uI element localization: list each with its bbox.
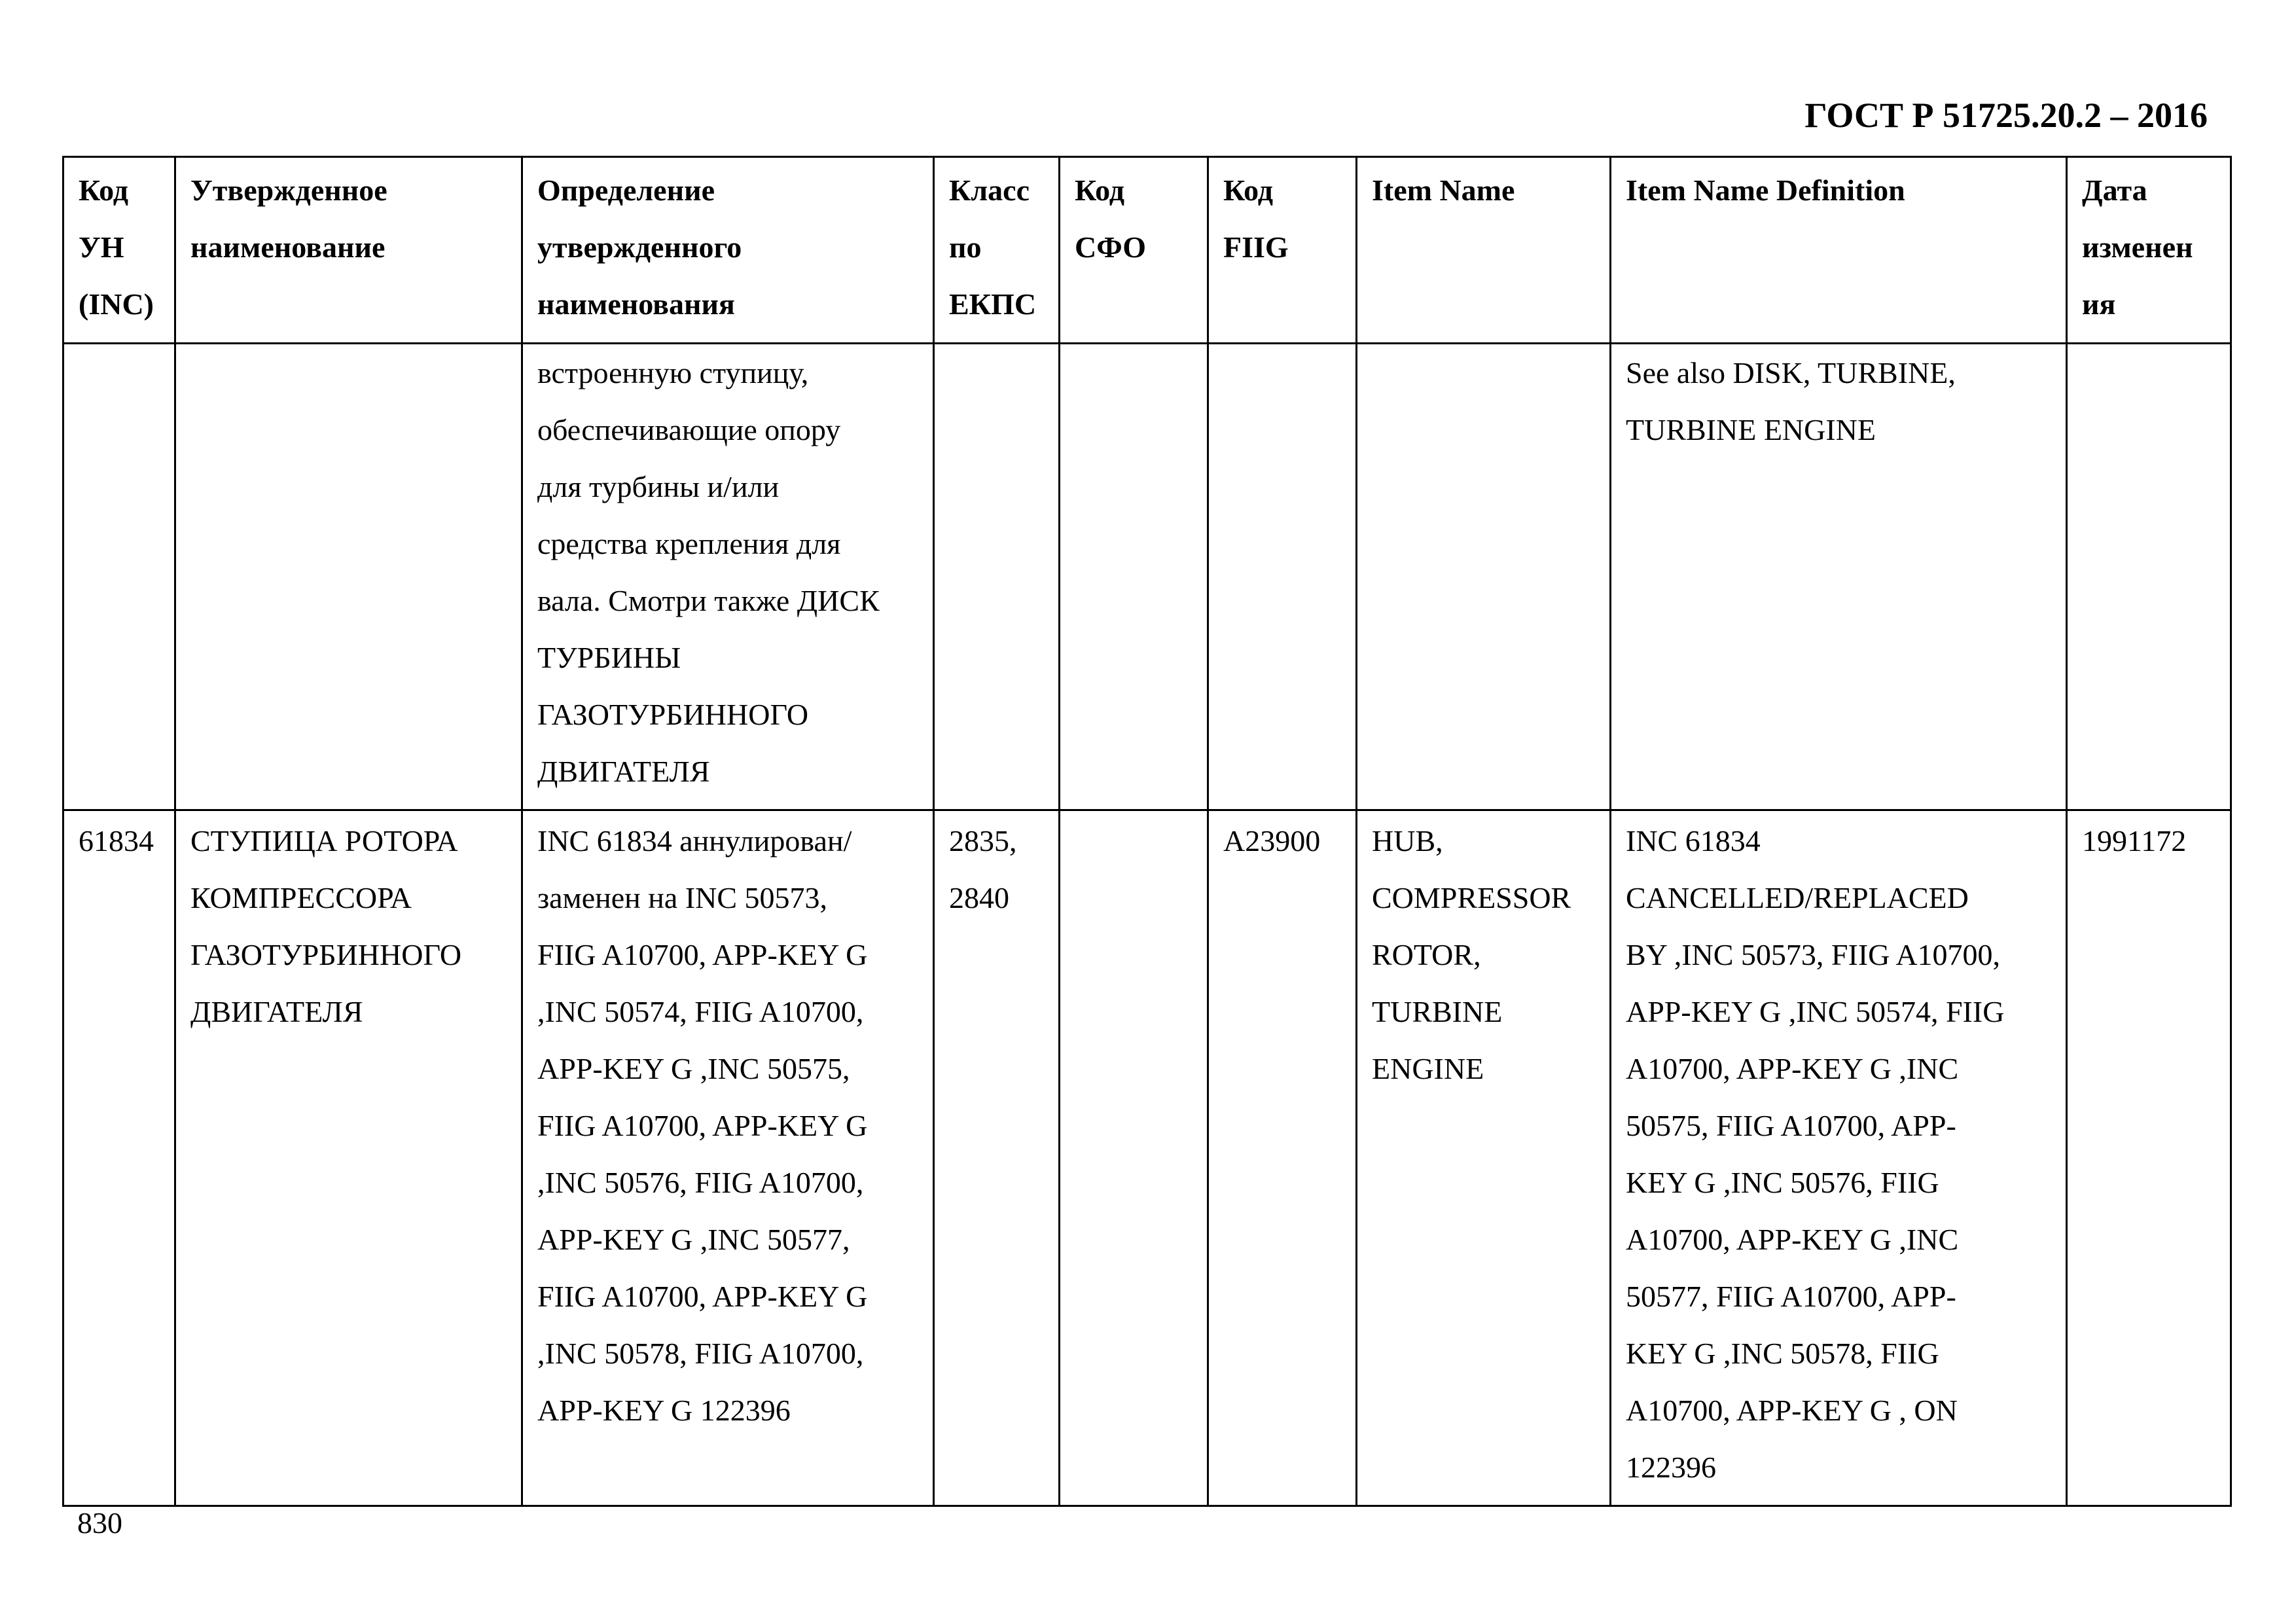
- header-sfo: Код СФО: [1060, 157, 1208, 344]
- table-header: [63, 157, 2231, 344]
- cell-sfo: [1060, 344, 1208, 810]
- cell-class: [934, 344, 1060, 810]
- cell-approved-name: [175, 344, 522, 810]
- header-row: [63, 157, 2231, 344]
- cell-date: 1991172: [2067, 810, 2231, 1506]
- page-number: 830: [77, 1506, 122, 1540]
- cell-item-name-definition: See also DISK, TURBINE, TURBINE ENGINE: [1611, 344, 2067, 810]
- document-standard-title: ГОСТ Р 51725.20.2 – 2016: [1804, 96, 2208, 135]
- cell-definition: встроенную ступицу, обеспечивающие опору для турбины и/или средства крепления для вала. Смотри также ДИСК ТУРБИНЫ ГАЗОТУРБИННОГО ДВИГАТЕЛЯ: [522, 344, 934, 810]
- nomenclature-table: [62, 156, 2232, 1507]
- cell-date: [2067, 344, 2231, 810]
- header-item-name-definition: Item Name Definition: [1611, 157, 2067, 344]
- cell-item-name: HUB, COMPRESSOR ROTOR, TURBINE ENGINE: [1357, 810, 1611, 1506]
- header-fiig: Код FIIG: [1208, 157, 1357, 344]
- header-class: Класс по ЕКПС: [934, 157, 1060, 344]
- header-approved-name: Утвержденное наименование: [175, 157, 522, 344]
- header-date: Дата изменен ия: [2067, 157, 2231, 344]
- header-inc: Код УН (INC): [63, 157, 175, 344]
- cell-fiig: [1208, 344, 1357, 810]
- cell-inc: 61834: [63, 810, 175, 1506]
- cell-inc: [63, 344, 175, 810]
- table-body: [63, 344, 2231, 1506]
- cell-approved-name: СТУПИЦА РОТОРА КОМПРЕССОРА ГАЗОТУРБИННОГО ДВИГАТЕЛЯ: [175, 810, 522, 1506]
- cell-definition: INC 61834 аннулирован/ заменен на INC 50573, FIIG A10700, APP-KEY G ,INC 50574, FIIG A10700, APP-KEY G ,INC 50575, FIIG A10700, APP-KEY G ,INC 50576, FIIG A10700, APP-KEY G ,INC 50577, FIIG A10700, APP-KEY G ,INC 50578, FIIG A10700, APP-KEY G 122396: [522, 810, 934, 1506]
- cell-item-name: [1357, 344, 1611, 810]
- table-row: [63, 344, 2231, 810]
- header-item-name: Item Name: [1357, 157, 1611, 344]
- cell-fiig: A23900: [1208, 810, 1357, 1506]
- cell-item-name-definition: INC 61834 CANCELLED/REPLACED BY ,INC 50573, FIIG A10700, APP-KEY G ,INC 50574, FIIG A10700, APP-KEY G ,INC 50575, FIIG A10700, APP- KEY G ,INC 50576, FIIG A10700, APP-KEY G ,INC 50577, FIIG A10700, APP- KEY G ,INC 50578, FIIG A10700, APP-KEY G , ON 122396: [1611, 810, 2067, 1506]
- table-row: [63, 810, 2231, 1506]
- cell-sfo: [1060, 810, 1208, 1506]
- cell-class: 2835, 2840: [934, 810, 1060, 1506]
- header-definition: Определение утвержденного наименования: [522, 157, 934, 344]
